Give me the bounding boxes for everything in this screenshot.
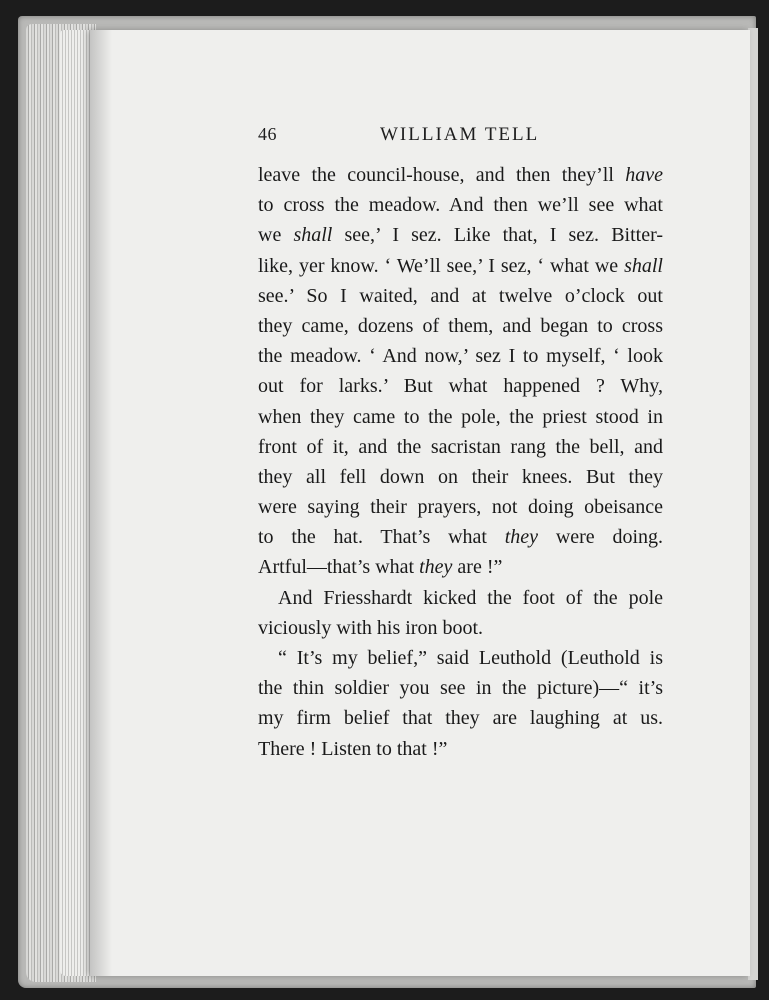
running-head — [258, 124, 663, 154]
text-line — [258, 673, 663, 703]
text-line — [258, 552, 663, 582]
text-line — [258, 492, 663, 522]
text-line — [258, 220, 663, 250]
gutter-shadow — [90, 30, 112, 976]
text-run: the meadow. ‘ And now,’ sez I to myself, ‘ look — [258, 345, 663, 368]
text-run: are !” — [452, 556, 503, 579]
text-line — [258, 251, 663, 281]
page-number: 46 — [258, 124, 277, 144]
text-run: the thin soldier you see in the picture)—“ it’s — [258, 677, 663, 700]
italic-text: they — [419, 556, 453, 579]
text-line — [258, 160, 663, 190]
text-run: out for larks.’ But what happened ? Why, — [258, 375, 663, 398]
text-line — [258, 281, 663, 311]
text-line — [258, 190, 663, 220]
text-line — [258, 522, 663, 552]
text-run: “ It’s my belief,” said Leuthold (Leuthold is — [278, 647, 663, 669]
text-run: to cross the meadow. And then we’ll see what — [258, 194, 663, 217]
text-line — [258, 703, 663, 733]
text-run: we — [258, 224, 294, 247]
text-run: There ! Listen to that !” — [258, 737, 448, 760]
text-run: were saying their prayers, not doing obeisance — [258, 496, 663, 519]
text-run: like, yer know. ‘ We’ll see,’ I sez, ‘ what we — [258, 254, 625, 277]
text-line — [258, 371, 663, 401]
running-title: WILLIAM TELL — [380, 124, 540, 145]
italic-text: they — [504, 526, 539, 549]
text-line — [258, 643, 663, 673]
text-run: And Friesshardt kicked the foot of the pole — [278, 586, 663, 609]
paragraph — [258, 160, 663, 583]
text-run: see,’ I sez. Like that, I sez. Bitter- — [332, 224, 663, 247]
italic-text: have — [625, 164, 663, 186]
text-line — [258, 341, 663, 371]
text-run: when they came to the pole, the priest stood in — [258, 405, 663, 428]
paragraph — [258, 583, 663, 643]
text-run: were doing. — [538, 526, 663, 549]
text-run: they all fell down on their knees. But they — [258, 465, 663, 488]
text-run: see.’ So I waited, and at twelve o’clock out — [258, 284, 663, 307]
text-run: to the hat. That’s what — [258, 526, 505, 549]
text-run: they came, dozens of them, and began to cross — [258, 314, 663, 337]
text-run: Artful—that’s what — [258, 556, 420, 579]
text-line — [258, 583, 663, 613]
text-line — [258, 311, 663, 341]
body-text — [258, 160, 663, 764]
text-line — [258, 432, 663, 462]
italic-text: shall — [624, 254, 663, 277]
text-line — [258, 613, 663, 643]
text-run: viciously with his iron boot. — [258, 616, 483, 639]
text-line — [258, 402, 663, 432]
text-line — [258, 462, 663, 492]
text-run: leave the council-house, and then they’ll — [258, 164, 626, 186]
text-line — [258, 734, 663, 764]
paragraph — [258, 643, 663, 764]
italic-text: shall — [293, 224, 333, 247]
text-run: my firm belief that they are laughing at us. — [258, 707, 663, 730]
text-run: front of it, and the sacristan rang the bell, and — [258, 435, 663, 458]
